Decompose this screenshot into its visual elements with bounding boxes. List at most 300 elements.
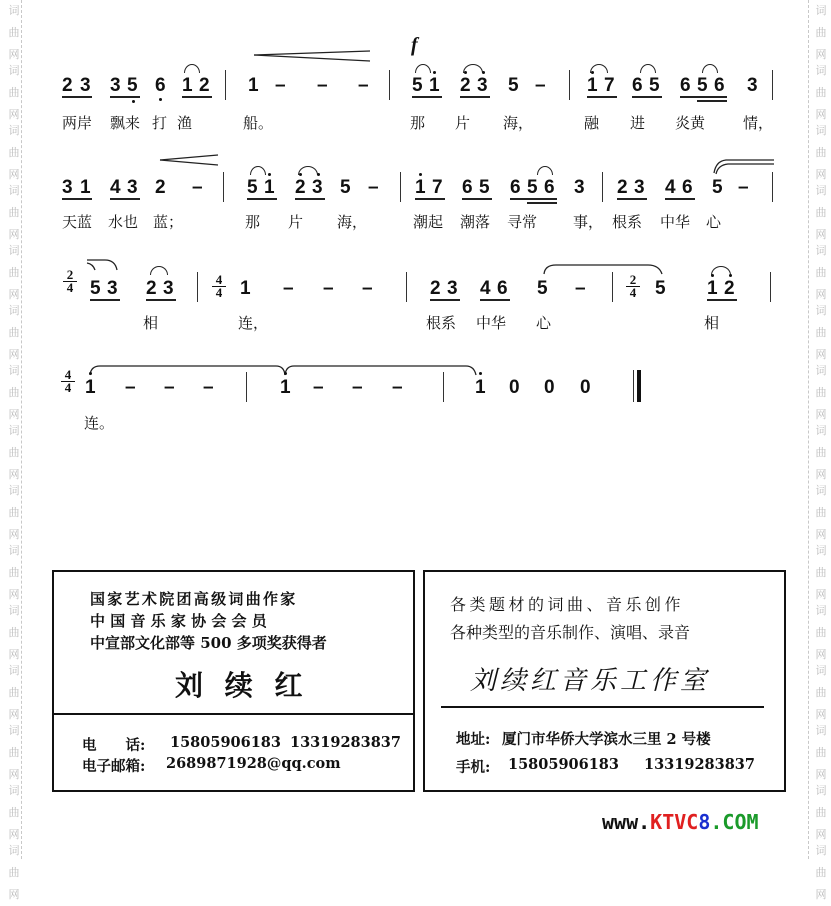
underline <box>480 299 510 301</box>
watermark-char: 曲 <box>815 866 827 879</box>
dash: – <box>283 278 294 299</box>
watermark-char: 网 <box>815 168 827 181</box>
dash: – <box>317 75 328 96</box>
dash: – <box>352 377 363 398</box>
time-signature <box>63 269 77 294</box>
watermark-char: 网 <box>8 108 20 121</box>
watermark-char: 网 <box>815 828 827 841</box>
note: 6 <box>632 75 643 96</box>
watermark-char: 曲 <box>815 746 827 759</box>
watermark-char: 网 <box>815 528 827 541</box>
site-brand-number: 8 <box>698 810 711 834</box>
watermark-char: 网 <box>8 588 20 601</box>
dash: – <box>203 377 214 398</box>
watermark-char: 曲 <box>815 806 827 819</box>
underline <box>460 96 490 98</box>
barline <box>400 172 401 202</box>
watermark-char: 词 <box>8 844 20 857</box>
address-label: 地址: <box>456 731 491 748</box>
underline <box>527 202 557 204</box>
note: 6 <box>497 278 508 299</box>
watermark-char: 曲 <box>8 626 20 639</box>
watermark-char: 曲 <box>8 506 20 519</box>
note: 2 <box>430 278 441 299</box>
watermark-char: 曲 <box>8 386 20 399</box>
watermark-char: 网 <box>815 108 827 121</box>
time-sig-top: 4 <box>215 272 223 287</box>
email-address[interactable]: 2689871928@qq.com <box>166 755 341 772</box>
underline <box>90 299 120 301</box>
underline <box>295 198 325 200</box>
high-octave-dot <box>591 71 594 74</box>
card-divider <box>52 713 415 715</box>
watermark-char: 曲 <box>8 266 20 279</box>
underline <box>680 96 727 98</box>
phone-label: 电 话: <box>82 737 146 754</box>
lyric: 根系 <box>612 213 643 231</box>
barline <box>772 172 773 202</box>
low-octave-dot <box>132 100 135 103</box>
time-sig-bottom: 4 <box>61 381 75 394</box>
watermark-char: 网 <box>815 468 827 481</box>
lyric: 根系 <box>426 314 457 332</box>
lyric: 情， <box>743 114 774 132</box>
watermark-char: 词 <box>8 424 20 437</box>
high-octave-dot <box>729 274 732 277</box>
note: 1 <box>707 278 718 299</box>
site-prefix: www. <box>602 810 651 834</box>
lyric: 船。 <box>243 114 274 132</box>
watermark-char: 网 <box>815 588 827 601</box>
decrescendo-hairpin-icon <box>158 154 220 168</box>
watermark-char: 曲 <box>815 446 827 459</box>
watermark-right <box>811 0 831 901</box>
lyric: 心 <box>536 314 552 332</box>
composer-title: 国家艺术院团高级词曲作家 <box>90 590 298 608</box>
watermark-char: 曲 <box>815 266 827 279</box>
time-sig-bottom: 4 <box>63 281 77 294</box>
barline <box>389 70 390 100</box>
lyric: 连， <box>238 314 269 332</box>
underline <box>110 198 140 200</box>
time-sig-bottom: 4 <box>212 286 226 299</box>
watermark-char: 网 <box>815 348 827 361</box>
watermark-char: 网 <box>8 228 20 241</box>
lyric: 蓝； <box>153 213 184 231</box>
note: 3 <box>110 75 121 96</box>
high-octave-dot <box>89 372 92 375</box>
underline <box>247 198 277 200</box>
note: 6 <box>155 75 166 96</box>
dash: – <box>738 177 749 198</box>
watermark-char: 曲 <box>8 686 20 699</box>
high-octave-dot <box>711 274 714 277</box>
note: 6 <box>544 177 555 198</box>
lyric: 寻常 <box>507 213 538 231</box>
mobile-number-2: 13319283837 <box>644 756 755 773</box>
underline <box>665 198 695 200</box>
lyric: 天蓝 <box>62 213 93 231</box>
final-barline-thick <box>637 370 641 402</box>
address-value: 厦门市华侨大学滨水三里 2 号楼 <box>502 731 711 748</box>
note: 5 <box>247 177 258 198</box>
lyric: 水也 <box>108 213 139 231</box>
note: 1 <box>240 278 251 299</box>
note: 2 <box>460 75 471 96</box>
composer-awards: 中宣部文化部等 500 多项奖获得者 <box>90 634 327 652</box>
note: 5 <box>649 75 660 96</box>
dash: – <box>323 278 334 299</box>
watermark-char: 词 <box>815 724 827 737</box>
lyric: 事， <box>573 213 604 231</box>
watermark-char: 网 <box>815 648 827 661</box>
time-signature <box>61 369 75 394</box>
watermark-char: 曲 <box>8 806 20 819</box>
watermark-char: 词 <box>815 784 827 797</box>
watermark-char: 曲 <box>815 626 827 639</box>
note: 2 <box>199 75 210 96</box>
watermark-char: 网 <box>815 48 827 61</box>
composer-membership: 中 国 音 乐 家 协 会 会 员 <box>90 612 267 630</box>
note: 3 <box>107 278 118 299</box>
rest: 0 <box>509 377 520 398</box>
watermark-char: 曲 <box>8 146 20 159</box>
watermark-char: 词 <box>8 364 20 377</box>
watermark-char: 网 <box>8 168 20 181</box>
watermark-char: 曲 <box>815 566 827 579</box>
note: 6 <box>680 75 691 96</box>
underline <box>415 198 445 200</box>
watermark-char: 网 <box>815 768 827 781</box>
final-barline-thin <box>633 370 634 402</box>
tie-arc-icon <box>542 262 664 276</box>
underline <box>587 96 617 98</box>
time-sig-top: 4 <box>64 367 72 382</box>
watermark-char: 词 <box>8 664 20 677</box>
watermark-char: 曲 <box>815 506 827 519</box>
note: 1 <box>85 377 96 398</box>
underline <box>617 198 647 200</box>
note: 3 <box>163 278 174 299</box>
note: 7 <box>432 177 443 198</box>
note: 2 <box>295 177 306 198</box>
slur <box>711 266 731 275</box>
watermark-char: 网 <box>8 708 20 721</box>
note: 1 <box>264 177 275 198</box>
watermark-char: 词 <box>815 484 827 497</box>
slur <box>250 166 266 175</box>
lyric: 潮起 <box>413 213 444 231</box>
lyric: 相 <box>704 314 720 332</box>
studio-name: 刘续红音乐工作室 <box>470 666 711 696</box>
crescendo-hairpin-icon <box>252 50 372 64</box>
watermark-char: 曲 <box>815 686 827 699</box>
slur <box>702 64 718 73</box>
underline <box>62 96 92 98</box>
note: 4 <box>480 278 491 299</box>
watermark-char: 网 <box>8 528 20 541</box>
site-suffix: .COM <box>710 810 759 834</box>
watermark-char: 词 <box>8 724 20 737</box>
note: 5 <box>527 177 538 198</box>
watermark-char: 词 <box>8 484 20 497</box>
slur <box>150 266 168 275</box>
composer-name: 刘 续 红 <box>175 669 309 702</box>
note: 3 <box>574 177 585 198</box>
barline <box>246 372 247 402</box>
lyric: 打 <box>152 114 168 132</box>
mobile-number-1: 15805906183 <box>508 756 619 773</box>
watermark-char: 词 <box>815 844 827 857</box>
studio-service-1: 各类题材的词曲、音乐创作 <box>450 595 685 614</box>
time-signature <box>212 274 226 299</box>
underline <box>462 198 492 200</box>
watermark-char: 曲 <box>8 86 20 99</box>
note: 3 <box>747 75 758 96</box>
watermark-char: 网 <box>815 888 827 901</box>
note: 6 <box>462 177 473 198</box>
slur <box>537 166 553 175</box>
high-octave-dot <box>479 372 482 375</box>
barline <box>406 272 407 302</box>
slur <box>184 64 200 73</box>
mobile-label: 手机: <box>456 759 491 776</box>
note: 5 <box>537 278 548 299</box>
watermark-char: 曲 <box>815 26 827 39</box>
underline <box>697 100 727 102</box>
watermark-char: 曲 <box>8 326 20 339</box>
barline <box>770 272 771 302</box>
rest: 0 <box>580 377 591 398</box>
watermark-char: 词 <box>8 304 20 317</box>
note: 3 <box>312 177 323 198</box>
watermark-char: 词 <box>8 4 20 17</box>
underline <box>707 299 737 301</box>
watermark-char: 词 <box>815 664 827 677</box>
dash: – <box>358 75 369 96</box>
note: 1 <box>280 377 291 398</box>
watermark-char: 词 <box>8 184 20 197</box>
tie-arc-icon <box>88 363 478 377</box>
phone-number-1: 15805906183 <box>170 734 281 751</box>
barline <box>772 70 773 100</box>
lyric: 两岸 <box>62 114 93 132</box>
barline <box>223 172 224 202</box>
note: 5 <box>127 75 138 96</box>
watermark-char: 词 <box>815 604 827 617</box>
note: 1 <box>429 75 440 96</box>
note: 2 <box>155 177 166 198</box>
watermark-char: 网 <box>815 288 827 301</box>
note: 5 <box>508 75 519 96</box>
lyric: 中华 <box>660 213 691 231</box>
watermark-char: 曲 <box>815 206 827 219</box>
note: 4 <box>665 177 676 198</box>
dash: – <box>362 278 373 299</box>
dash: – <box>392 377 403 398</box>
watermark-char: 曲 <box>815 86 827 99</box>
note: 5 <box>697 75 708 96</box>
underline <box>110 96 140 98</box>
watermark-char: 网 <box>8 768 20 781</box>
note: 1 <box>415 177 426 198</box>
email-label: 电子邮箱: <box>82 758 146 775</box>
watermark-char: 词 <box>815 64 827 77</box>
dash: – <box>192 177 203 198</box>
lyric: 那 <box>410 114 426 132</box>
time-sig-top: 2 <box>66 267 74 282</box>
watermark-char: 词 <box>815 544 827 557</box>
watermark-char: 网 <box>8 828 20 841</box>
note: 1 <box>475 377 486 398</box>
barline <box>443 372 444 402</box>
note: 6 <box>714 75 725 96</box>
watermark-char: 曲 <box>8 566 20 579</box>
watermark-char: 曲 <box>8 26 20 39</box>
high-octave-dot <box>464 71 467 74</box>
watermark-char: 网 <box>8 888 20 901</box>
note: 3 <box>80 75 91 96</box>
low-octave-dot <box>159 98 162 101</box>
lyric: 飘来 <box>110 114 141 132</box>
barline <box>602 172 603 202</box>
watermark-char: 词 <box>8 604 20 617</box>
watermark-char: 曲 <box>8 206 20 219</box>
note: 2 <box>617 177 628 198</box>
high-octave-dot <box>317 173 320 176</box>
watermark-char: 词 <box>815 304 827 317</box>
lyric: 那 <box>245 213 261 231</box>
dash: – <box>275 75 286 96</box>
high-octave-dot <box>284 372 287 375</box>
note: 5 <box>412 75 423 96</box>
lyric: 潮落 <box>460 213 491 231</box>
watermark-char: 网 <box>815 228 827 241</box>
note: 2 <box>62 75 73 96</box>
site-logo[interactable] <box>602 810 759 834</box>
time-sig-top: 2 <box>629 272 637 287</box>
watermark-char: 曲 <box>8 446 20 459</box>
watermark-char: 词 <box>815 364 827 377</box>
studio-service-2: 各种类型的音乐制作、演唱、录音 <box>450 623 691 642</box>
underline <box>146 299 176 301</box>
lyric: 中华 <box>476 314 507 332</box>
note: 6 <box>510 177 521 198</box>
watermark-divider-right <box>808 0 809 859</box>
note: 6 <box>682 177 693 198</box>
high-octave-dot <box>433 71 436 74</box>
watermark-char: 词 <box>815 4 827 17</box>
slur <box>640 64 656 73</box>
note: 7 <box>604 75 615 96</box>
watermark-char: 词 <box>815 124 827 137</box>
note: 5 <box>655 278 666 299</box>
barline <box>197 272 198 302</box>
watermark-char: 词 <box>815 184 827 197</box>
note: 3 <box>634 177 645 198</box>
lyric: 心 <box>706 213 722 231</box>
lyric: 连。 <box>84 414 115 432</box>
dash: – <box>535 75 546 96</box>
note: 3 <box>447 278 458 299</box>
watermark-char: 网 <box>8 468 20 481</box>
watermark-char: 词 <box>8 784 20 797</box>
watermark-char: 词 <box>8 244 20 257</box>
dash: – <box>125 377 136 398</box>
watermark-char: 曲 <box>8 866 20 879</box>
high-octave-dot <box>268 173 271 176</box>
watermark-char: 词 <box>815 424 827 437</box>
time-sig-bottom: 4 <box>626 286 640 299</box>
lyric: 渔 <box>177 114 193 132</box>
tie-arc-icon <box>85 258 119 272</box>
underline <box>510 198 557 200</box>
barline <box>225 70 226 100</box>
note: 4 <box>110 177 121 198</box>
note: 5 <box>479 177 490 198</box>
lyric: 融 <box>584 114 600 132</box>
lyric: 海， <box>503 114 534 132</box>
note: 3 <box>62 177 73 198</box>
lyric: 海， <box>337 213 368 231</box>
watermark-char: 网 <box>8 408 20 421</box>
watermark-char: 网 <box>8 288 20 301</box>
lyric: 片 <box>288 213 304 231</box>
underline <box>430 299 460 301</box>
lyric: 炎黄 <box>675 114 706 132</box>
note: 2 <box>724 278 735 299</box>
note: 3 <box>127 177 138 198</box>
watermark-char: 词 <box>815 244 827 257</box>
watermark-char: 网 <box>8 48 20 61</box>
dash: – <box>575 278 586 299</box>
phone-number-2: 13319283837 <box>290 734 401 751</box>
watermark-char: 网 <box>815 408 827 421</box>
site-brand: KTVC <box>650 810 699 834</box>
watermark-divider-left <box>21 0 22 859</box>
note: 3 <box>477 75 488 96</box>
high-octave-dot <box>482 71 485 74</box>
underline <box>182 96 212 98</box>
rest: 0 <box>544 377 555 398</box>
forte-mark: f <box>411 34 418 56</box>
high-octave-dot <box>419 173 422 176</box>
dash: – <box>368 177 379 198</box>
note: 1 <box>248 75 259 96</box>
barline <box>569 70 570 100</box>
dash: – <box>164 377 175 398</box>
barline <box>612 272 613 302</box>
watermark-char: 曲 <box>815 146 827 159</box>
time-signature <box>626 274 640 299</box>
watermark-char: 网 <box>815 708 827 721</box>
lyric: 进 <box>630 114 646 132</box>
tie-over-line-icon <box>712 157 776 175</box>
underline <box>632 96 662 98</box>
watermark-char: 曲 <box>815 386 827 399</box>
card-divider <box>441 706 764 708</box>
lyric: 片 <box>455 114 471 132</box>
underline <box>412 96 442 98</box>
watermark-char: 词 <box>8 64 20 77</box>
watermark-char: 网 <box>8 348 20 361</box>
watermark-char: 词 <box>8 124 20 137</box>
lyric: 相 <box>143 314 159 332</box>
note: 1 <box>80 177 91 198</box>
high-octave-dot <box>299 173 302 176</box>
note: 2 <box>146 278 157 299</box>
slur <box>415 64 431 73</box>
